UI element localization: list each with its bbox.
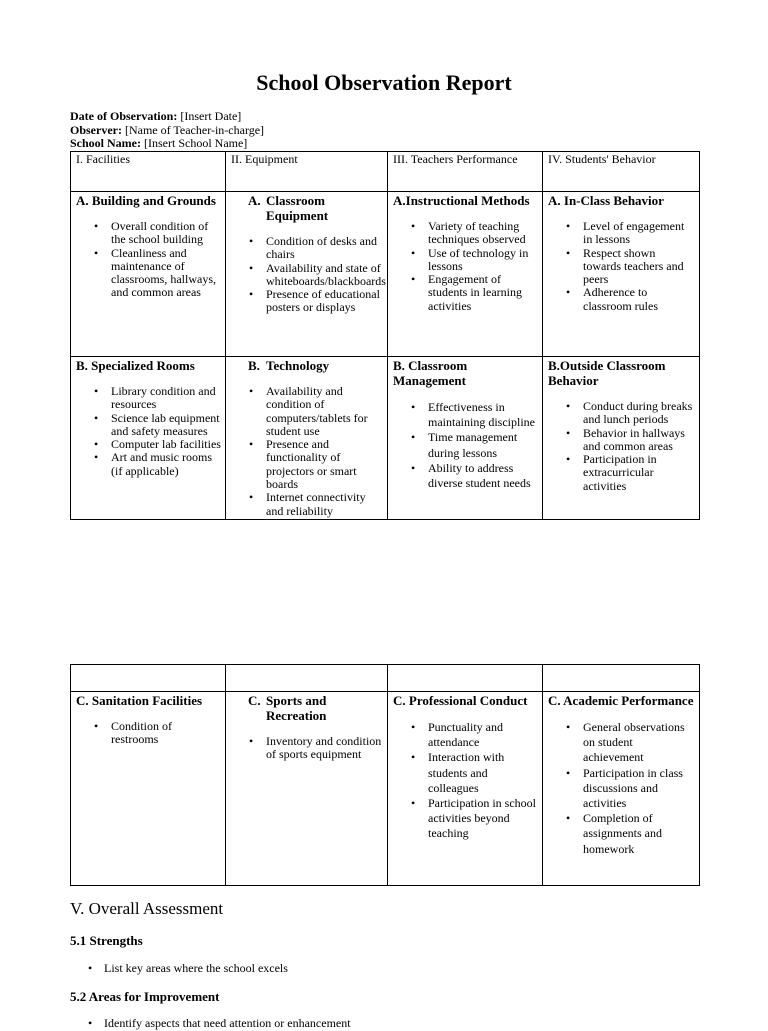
list-item: • Punctuality and attendance xyxy=(428,720,542,750)
observer-label: Observer: xyxy=(70,122,122,137)
empty-cell xyxy=(543,665,700,692)
cell-title: A. Building and Grounds xyxy=(76,193,216,208)
bullet-list xyxy=(71,220,225,300)
list-item: • Interaction with students and colleagues xyxy=(428,750,542,796)
bullet-list xyxy=(71,720,225,747)
table-row-b xyxy=(71,357,700,520)
observer-value: [Name of Teacher-in-charge] xyxy=(124,122,265,137)
cell-title: B. Specialized Rooms xyxy=(76,358,195,373)
bullet-list xyxy=(543,720,699,857)
list-item: • Participation in extracurricular activities xyxy=(583,453,699,493)
cell-title: A. In-Class Behavior xyxy=(548,193,664,208)
cell-sanitation-facilities xyxy=(71,692,226,886)
table-row-c xyxy=(71,692,700,886)
list-item: • General observations on student achievement xyxy=(583,720,699,766)
empty-cell xyxy=(226,665,388,692)
list-item: • Computer lab facilities xyxy=(111,438,225,451)
list-item: • Cleanliness and maintenance of classrooms, hallways, and common areas xyxy=(111,247,225,300)
list-item: • Participation in class discussions and activities xyxy=(583,766,699,812)
improvement-heading: 5.2 Areas for Improvement xyxy=(70,989,220,1004)
list-item: • Presence and functionality of projectors or smart boards xyxy=(266,438,387,491)
strengths-heading: 5.1 Strengths xyxy=(70,933,143,948)
bullet-list xyxy=(388,400,542,491)
cell-professional-conduct xyxy=(388,692,543,886)
cell-title: B.Outside Classroom Behavior xyxy=(548,358,666,388)
cell-title xyxy=(226,192,387,223)
list-item: • Internet connectivity and reliability xyxy=(266,491,387,518)
cell-title-text: Sports and Recreation xyxy=(266,693,327,723)
list-item: • Variety of teaching techniques observed xyxy=(428,220,542,247)
list-item: • Overall condition of the school building xyxy=(111,220,225,247)
cell-title: C. Academic Performance xyxy=(548,693,694,708)
cell-instructional-methods xyxy=(388,192,543,357)
list-item: • Ability to address diverse student needs xyxy=(428,461,542,491)
cell-title-text: Classroom Equipment xyxy=(266,193,329,223)
cell-classroom-management xyxy=(388,357,543,520)
list-item: • Adherence to classroom rules xyxy=(583,286,699,313)
date-value: [Insert Date] xyxy=(180,109,242,123)
list-item: • Level of engagement in lessons xyxy=(583,220,699,247)
cell-outside-classroom-behavior xyxy=(543,357,700,520)
school-value: [Insert School Name] xyxy=(144,136,248,150)
list-item: • Behavior in hallways and common areas xyxy=(583,427,699,454)
bullet-list xyxy=(388,720,542,842)
list-item: • Effectiveness in maintaining discipline xyxy=(428,400,542,430)
school-line xyxy=(70,137,264,151)
list-item: • Science lab equipment and safety measures xyxy=(111,412,225,439)
cell-number: B. xyxy=(248,358,260,373)
cell-number: A. xyxy=(248,193,261,208)
school-label: School Name: xyxy=(70,136,141,150)
list-item: • Inventory and condition of sports equipment xyxy=(266,735,387,762)
list-item: • Use of technology in lessons xyxy=(428,247,542,274)
cell-title: C. Sanitation Facilities xyxy=(76,693,203,708)
bullet-list xyxy=(226,385,387,518)
cell-technology xyxy=(226,357,388,520)
cell-title: C. Professional Conduct xyxy=(393,693,528,708)
list-item: • Art and music rooms (if applicable) xyxy=(111,451,225,478)
bullet-list xyxy=(543,400,699,493)
bullet-list xyxy=(226,235,387,315)
observation-table-top xyxy=(70,151,700,520)
empty-cell xyxy=(71,665,226,692)
bullet-list xyxy=(388,220,542,313)
date-line xyxy=(70,110,264,124)
list-item: • Availability and condition of computers/tablets for student use xyxy=(266,385,387,438)
cell-classroom-equipment xyxy=(226,192,388,357)
list-item: • Respect shown towards teachers and peers xyxy=(583,247,699,287)
bullet-list xyxy=(226,735,387,762)
date-label: Date of Observation: xyxy=(70,109,178,123)
table-row-a xyxy=(71,192,700,357)
list-item: • Engagement of students in learning activities xyxy=(428,273,542,313)
report-title: School Observation Report xyxy=(256,70,512,95)
report-meta xyxy=(70,110,264,151)
list-item: • Availability and state of whiteboards/blackboards xyxy=(266,262,387,289)
list-item: • Library condition and resources xyxy=(111,385,225,412)
cell-academic-performance xyxy=(543,692,700,886)
list-item: • Time management during lessons xyxy=(428,430,542,460)
list-item: • Presence of educational posters or displays xyxy=(266,288,387,315)
list-item: • Completion of assignments and homework xyxy=(583,811,699,857)
cell-title: A.Instructional Methods xyxy=(393,193,530,208)
list-item: • Participation in school activities beyond teaching xyxy=(428,796,542,842)
bullet-list xyxy=(543,220,699,313)
cell-building-grounds xyxy=(71,192,226,357)
cell-specialized-rooms xyxy=(71,357,226,520)
cell-in-class-behavior xyxy=(543,192,700,357)
bullet-list xyxy=(71,385,225,478)
table-header-row xyxy=(71,152,700,192)
cell-number: C. xyxy=(248,693,261,708)
cell-title xyxy=(226,692,387,723)
cell-title: B. Classroom Management xyxy=(393,358,468,388)
header-teachers-performance: III. Teachers Performance xyxy=(388,152,543,192)
empty-cell xyxy=(388,665,543,692)
list-item: • Condition of restrooms xyxy=(111,720,225,747)
strengths-item: • List key areas where the school excels xyxy=(104,961,288,976)
observation-table-bottom xyxy=(70,664,700,886)
list-item: • Condition of desks and chairs xyxy=(266,235,387,262)
cell-title-text: Technology xyxy=(266,358,330,373)
improvement-item: • Identify aspects that need attention or enhancement xyxy=(104,1016,351,1031)
cell-title xyxy=(226,357,387,373)
list-item: • Conduct during breaks and lunch periods xyxy=(583,400,699,427)
overall-assessment-heading: V. Overall Assessment xyxy=(70,899,224,918)
header-equipment: II. Equipment xyxy=(226,152,388,192)
cell-sports-recreation xyxy=(226,692,388,886)
header-facilities: I. Facilities xyxy=(71,152,226,192)
observer-line xyxy=(70,124,264,138)
header-students-behavior: IV. Students' Behavior xyxy=(543,152,700,192)
table-empty-row xyxy=(71,665,700,692)
